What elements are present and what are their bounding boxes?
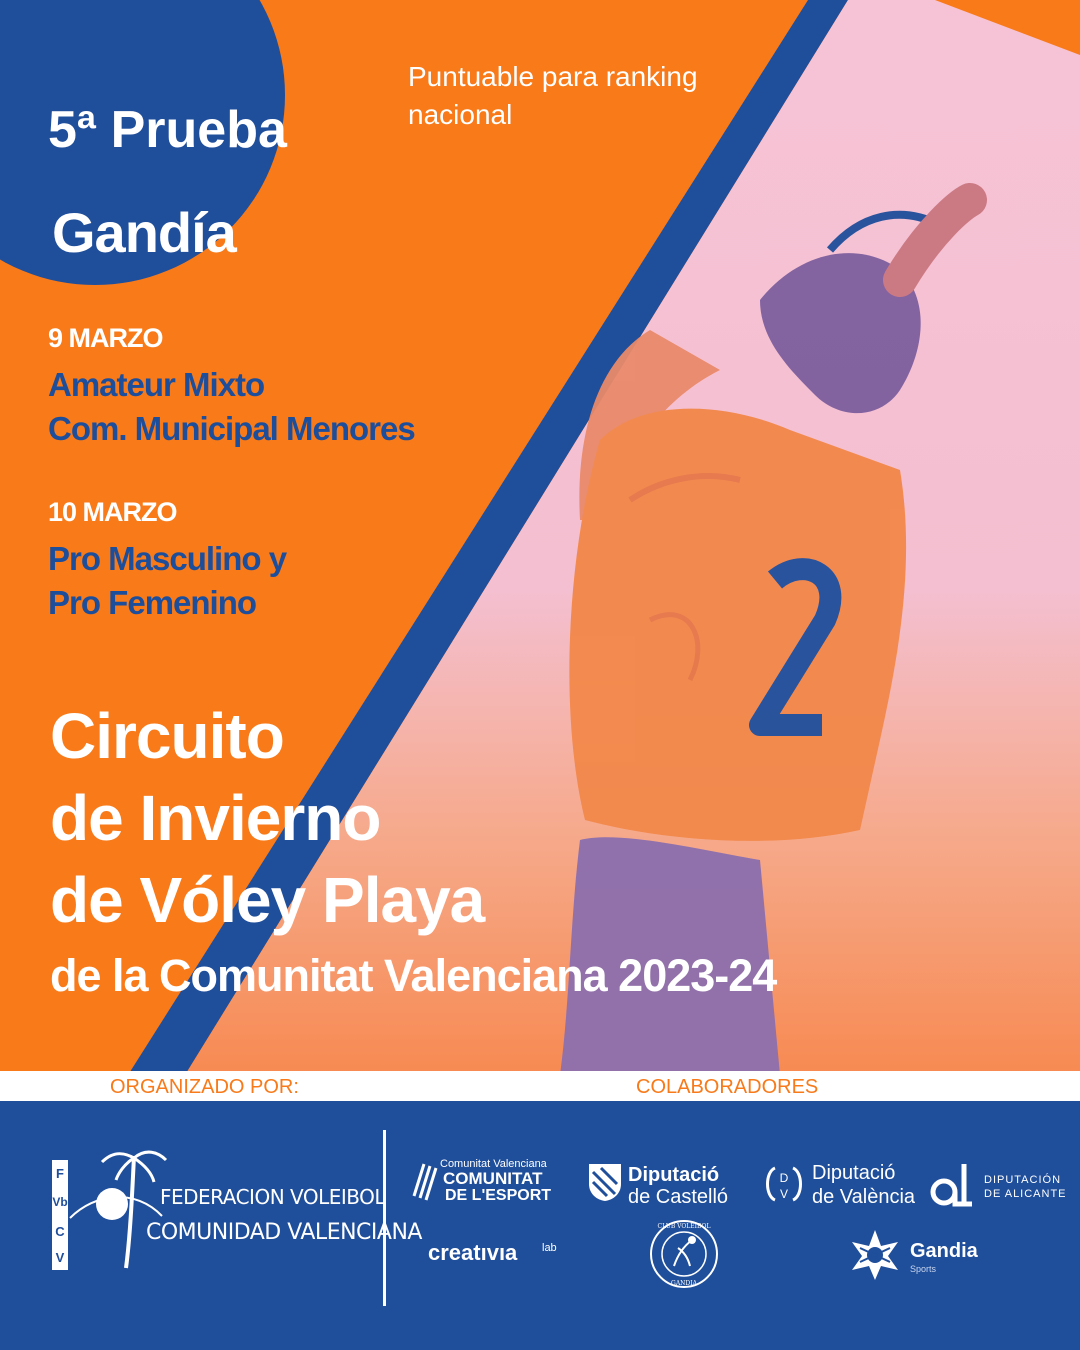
schedule-category: Pro Masculino y	[48, 540, 287, 577]
castello-name-line: de Castelló	[628, 1186, 729, 1208]
castello-shield-icon	[587, 1162, 623, 1202]
main-title-line: Circuito	[50, 700, 284, 772]
footer-divider	[383, 1130, 386, 1306]
club-voleibol-gandia-seal	[648, 1218, 720, 1290]
alicante-logo-icon	[928, 1160, 974, 1210]
cve-small-text: Comunitat Valenciana	[440, 1158, 547, 1170]
gandia-sports-sub: Sports	[910, 1264, 937, 1274]
alicante-name-line: DIPUTACIÓN	[984, 1174, 1062, 1186]
svg-text:V: V	[55, 1250, 65, 1265]
cve-logo-icon	[410, 1158, 438, 1202]
valencia-name-line: de València	[812, 1186, 916, 1208]
valencia-dv-icon	[763, 1162, 805, 1206]
schedule-category: Pro Femenino	[48, 584, 257, 621]
main-subtitle: de la Comunitat Valenciana 2023-24	[50, 950, 777, 1001]
main-title-line: de Vóley Playa	[50, 864, 485, 936]
schedule-date: 9 MARZO	[48, 323, 163, 353]
svg-text:CLUB VOLEIBOL: CLUB VOLEIBOL	[657, 1223, 711, 1230]
organizer-name-line: FEDERACION VOLEIBOL	[160, 1185, 386, 1209]
svg-text:C: C	[55, 1224, 65, 1239]
svg-text:Vb: Vb	[52, 1195, 68, 1209]
schedule-date: 10 MARZO	[48, 497, 177, 527]
cve-name-line: DE L'ESPORT	[445, 1187, 552, 1204]
svg-text:V: V	[779, 1187, 789, 1201]
schedule-category: Com. Municipal Menores	[48, 410, 415, 447]
schedule-category: Amateur Mixto	[48, 366, 265, 403]
gandia-sports-star-icon	[848, 1228, 902, 1282]
organized-by-label: ORGANIZADO POR:	[110, 1076, 299, 1098]
main-title-line: de Invierno	[50, 782, 381, 854]
ranking-note: Puntuable para ranking nacional	[408, 61, 698, 130]
valencia-name-line: Diputació	[812, 1162, 896, 1184]
stage-title: 5ª Prueba	[48, 101, 287, 159]
cve-name-line: COMUNITAT	[443, 1169, 543, 1188]
city-title: Gandía	[52, 201, 236, 264]
creativia-lab-text: lab	[542, 1242, 557, 1254]
gandia-sports-name: Gandia	[910, 1240, 978, 1262]
svg-text:GANDIA: GANDIA	[671, 1280, 697, 1287]
collaborators-label: COLABORADORES	[636, 1076, 819, 1098]
creativia-logo-text: creatıvıa	[428, 1240, 518, 1265]
svg-text:F: F	[56, 1166, 64, 1181]
alicante-name-line: DE ALICANTE	[984, 1188, 1067, 1200]
organizer-name-line: COMUNIDAD VALENCIANA	[146, 1220, 422, 1245]
svg-text:D: D	[779, 1171, 789, 1185]
castello-name-line: Diputació	[628, 1164, 720, 1186]
fvbcv-logo	[50, 1148, 170, 1272]
